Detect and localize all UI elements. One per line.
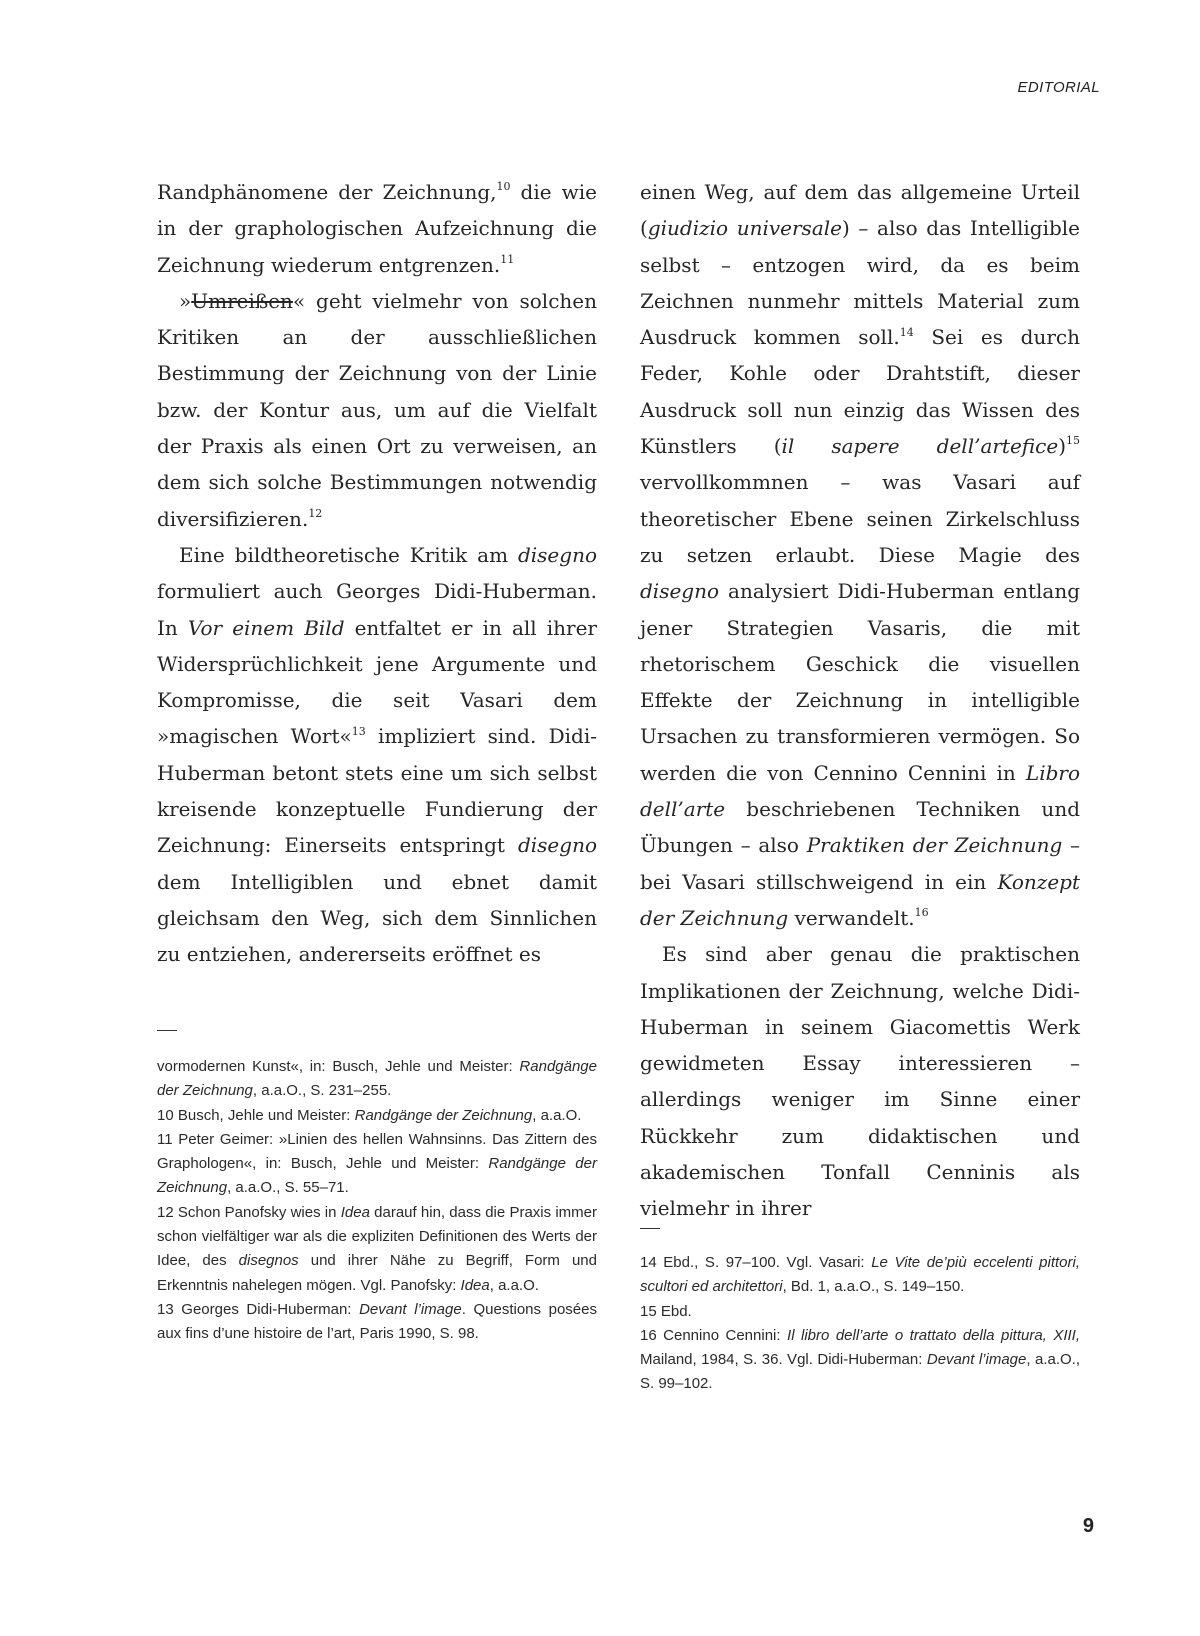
footnote-ref[interactable]: 14 — [899, 325, 914, 339]
footnote: 15 Ebd. — [640, 1302, 692, 1320]
footnote-separator — [640, 1228, 660, 1229]
footnote: 16 Cennino Cennini: Il libro dell’arte o trattato della pittura, XIII, Mailand, 1984, S. 36. Vgl. Didi-Huberman: Devant l’image, a.a.O., S. 99–102. — [640, 1326, 1080, 1393]
struck-word: Umreißen — [191, 288, 293, 313]
footnote-ref[interactable]: 12 — [308, 507, 323, 521]
footnote: 12 Schon Panofsky wies in Idea darauf hin, dass die Praxis immer schon vielfältiger war als die expliziten Definitionen des Werts der Idee, des disegnos und ihrer Nähe zu Begriff, Form und Erkenntnis nahelegen mögen. Vgl. Panofsky: Idea, a.a.O. — [157, 1203, 598, 1294]
footnotes-right — [640, 1251, 1080, 1397]
footnote-ref[interactable]: 16 — [914, 906, 929, 920]
body-column-right — [640, 174, 1080, 1227]
paragraph: einen Weg, auf dem das allgemeine Urteil (giudizio universale) – also das Intelligible selbst – entzogen wird, da es beim Zeichnen nunmehr mittels Material zum Ausdruck kommen soll.$^{14}$ Sei es durch Feder, Kohle oder Drahtstift, dieser Ausdruck soll nun einzig das Wissen des Künstlers (il sapere dell’artefice)$^{15}$ vervollkommnen – was Vasari auf theoretischer Ebene seinen Zirkelschluss zu setzen erlaubt. Diese Magie des disegno analysiert Didi-Huberman entlang jener Strategien Vasaris, die mit rhetorischem Geschick die visuellen Effekte der Zeichnung in intelligible Ursachen zu transformieren vermögen. So werden die von Cennino Cennini in Libro dell’arte beschriebenen Techniken und Übungen – also Praktiken der Zeichnung – bei Vasari stillschweigend in ein Konzept der Zeichnung verwandelt.$^{16}$ — [640, 180, 1081, 930]
footnote: 14 Ebd., S. 97–100. Vgl. Vasari: Le Vite de’più eccelenti pittori, scultori ed architettori, Bd. 1, a.a.O., S. 149–150. — [640, 1254, 1080, 1296]
footnote-ref[interactable]: 11 — [500, 252, 515, 266]
footnotes-left — [157, 1055, 597, 1347]
page-number: 9 — [1082, 1515, 1094, 1537]
paragraph: Eine bildtheoretische Kritik am disegno formuliert auch Georges Didi-Huberman. In Vor einem Bild entfaltet er in all ihrer Widersprüchlichkeit jene Argumente und Kompromisse, die seit Vasari dem »magischen Wort«$^{13}$ impliziert sind. Didi-Huberman betont stets eine um sich selbst kreisende konzeptuelle Fundierung der Zeichnung: Einerseits entspringt disegno dem Intelligiblen und ebnet damit gleichsam den Weg, sich dem Sinnlichen zu entziehen, andererseits eröffnet es — [157, 542, 597, 967]
body-column-left — [157, 174, 597, 973]
footnote: 10 Busch, Jehle und Meister: Randgänge der Zeichnung, a.a.O. — [157, 1106, 582, 1124]
paragraph: »Umreißen« geht vielmehr von solchen Kritiken an der ausschließlichen Bestimmung der Zeichnung von der Linie bzw. der Kontur aus, um auf die Vielfalt der Praxis als einen Ort zu verweisen, an dem sich solche Bestimmungen notwendig diversifizieren.$^{12}$ — [157, 288, 597, 531]
footnote: 11 Peter Geimer: »Linien des hellen Wahnsinns. Das Zittern des Graphologen«, in: Busch, Jehle und Meister: Randgänge der Zeichnung, a.a.O., S. 55–71. — [157, 1130, 597, 1197]
footnote-ref[interactable]: 15 — [1066, 434, 1080, 448]
paragraph: Randphänomene der Zeichnung,$^{10}$ die wie in der graphologischen Aufzeichnung die Zeichnung wiederum entgrenzen.$^{11}$ — [157, 180, 597, 277]
footnote-ref[interactable]: 10 — [496, 180, 511, 194]
footnote-separator — [157, 1030, 177, 1031]
running-header: EDITORIAL — [1017, 79, 1100, 96]
footnote-ref[interactable]: 13 — [351, 724, 366, 738]
footnote: vormodernen Kunst«, in: Busch, Jehle und Meister: Randgänge der Zeichnung, a.a.O., S. 231–255. — [157, 1058, 597, 1100]
paragraph: Es sind aber genau die praktischen Implikationen der Zeichnung, welche Didi-Huberman in seinem Giacomettis Werk gewidmeten Essay interessieren – allerdings weniger im Sinne einer Rückkehr zum didaktischen und akademischen Tonfall Cenninis als vielmehr in ihrer — [640, 942, 1080, 1221]
footnote: 13 Georges Didi-Huberman: Devant l’image. Questions posées aux fins d’une histoire de l’art, Paris 1990, S. 98. — [157, 1300, 597, 1343]
